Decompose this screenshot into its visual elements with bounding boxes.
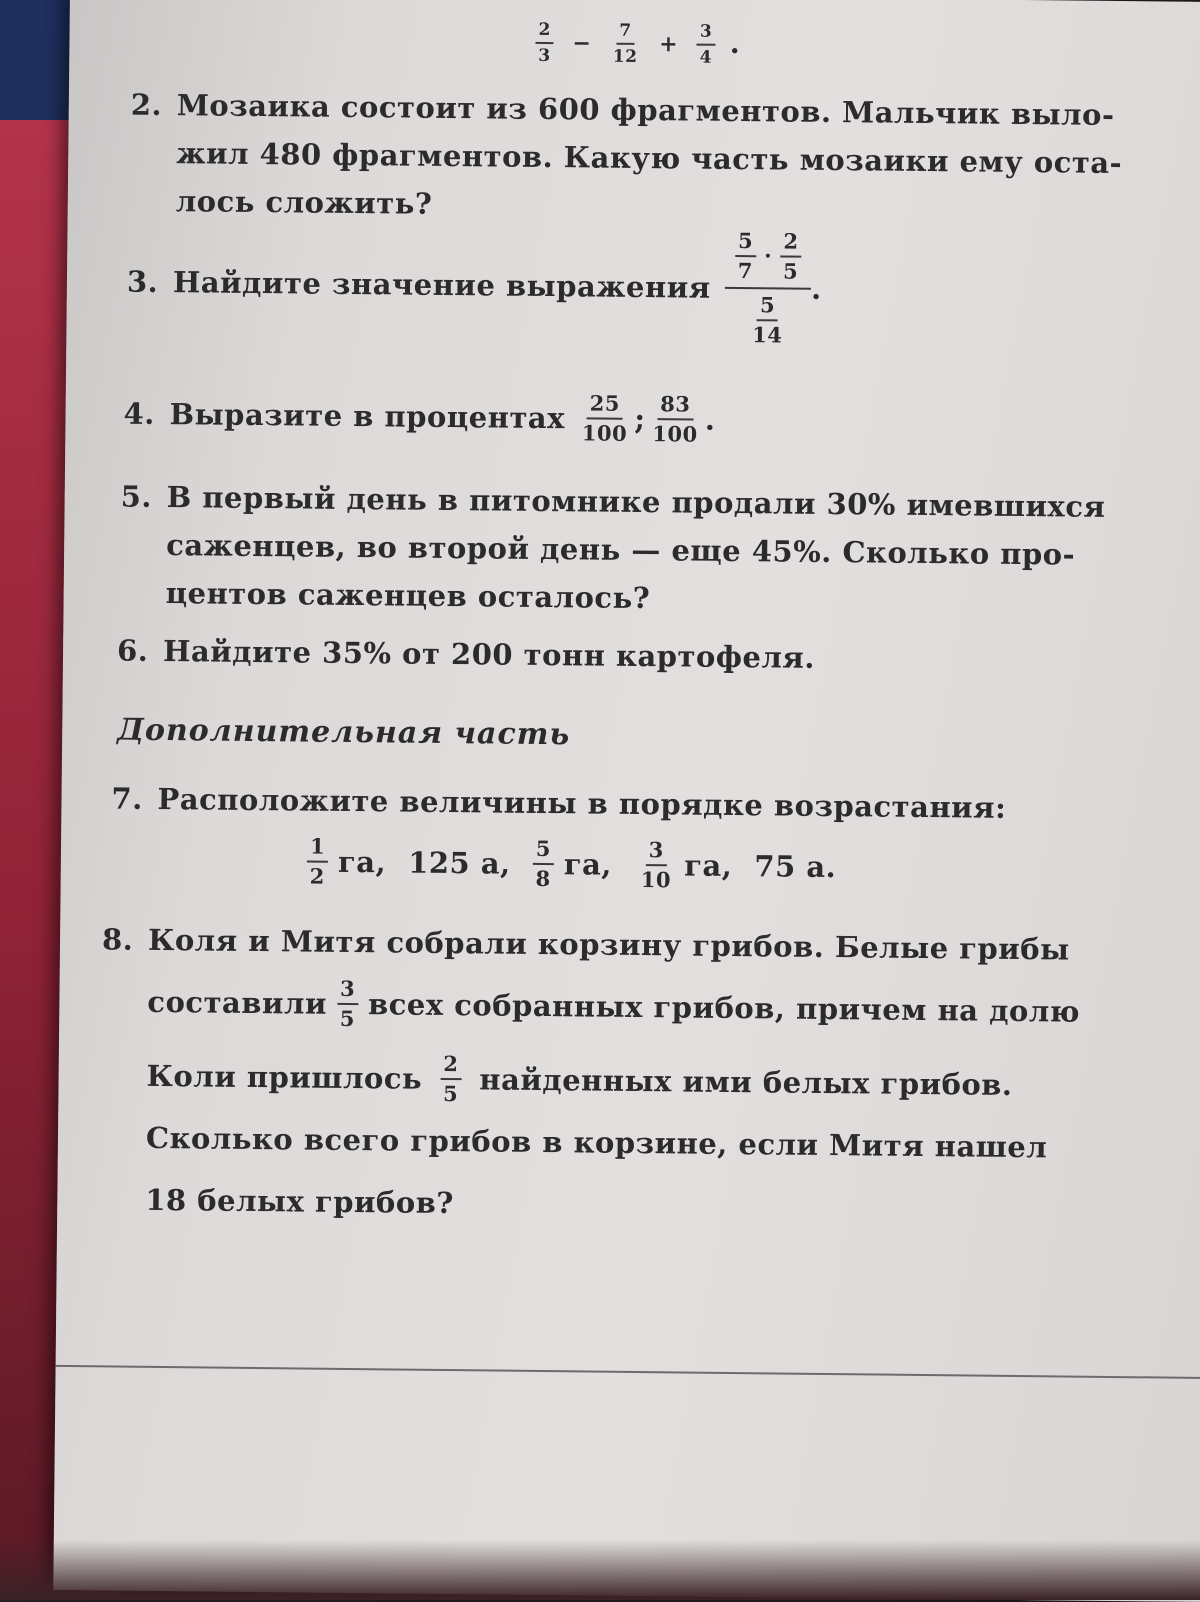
task-6: 6. Найдите 35% от 200 тонн картофеля. bbox=[117, 627, 815, 682]
task-8: 8. Коля и Митя собрали корзину грибов. Белые грибы составили $\frac{3}{5}$ всех собранных грибов, причем на долю Коли пришлось $\frac{2}{5}$ найденных ими белых грибов. Сколько всего грибов в корзине, если Митя нашел 18 белых грибов? bbox=[99, 908, 1081, 1240]
fraction: $\frac{5}{14}$ bbox=[752, 292, 783, 348]
fraction: $\frac{2}{3}$ bbox=[535, 20, 554, 66]
section-title: Дополнительная часть bbox=[117, 712, 571, 753]
quantities-list: $\frac{1}{2}$ га, 125 а, $\frac{5}{8}$ га, $\frac{3}{10}$ га, 75 а. bbox=[111, 832, 1006, 895]
complex-fraction: $\frac{5}{7}$ · $\frac{2}{5}$ $\frac{5}{14}$ bbox=[724, 229, 812, 348]
fraction: $\frac{3}{10}$ bbox=[640, 837, 672, 893]
task-number: 7. bbox=[111, 781, 143, 816]
task-number: 2. bbox=[130, 87, 163, 122]
fraction: $\frac{2}{5}$ bbox=[780, 229, 802, 283]
task-number: 8. bbox=[101, 922, 134, 957]
task-7: 7. Расположите величины в порядке возрастания: $\frac{1}{2}$ га, 125 а, $\frac{5}{8}$ га, $\frac{3}{10}$ га, 75 а. bbox=[111, 774, 1007, 895]
task-number: 6. bbox=[116, 633, 149, 668]
task-5: 5. В первый день в питомнике продали 30% имевшихся саженцев, во второй день — еще 45%. Сколько про- центов саженцев осталось? bbox=[119, 473, 1105, 627]
task-number: 4. bbox=[123, 396, 156, 431]
task-3: 3. Найдите значение выражения $\frac{5}{7}$ · $\frac{2}{5}$ $\frac{5}{14}$ . bbox=[126, 228, 822, 348]
fraction: $\frac{1}{2}$ bbox=[307, 835, 329, 889]
fraction: $\frac{3}{4}$ bbox=[697, 22, 716, 68]
fraction: $\frac{25}{100}$ bbox=[581, 390, 628, 446]
task-number: 3. bbox=[126, 264, 159, 299]
task-2: 2. Мозаика состоит из 600 фрагментов. Мальчик выло- жил 480 фрагментов. Какую часть мозаики ему оста- лось сложить? bbox=[130, 81, 1123, 235]
fraction: $\frac{83}{100}$ bbox=[652, 391, 698, 447]
page-bottom-rule bbox=[56, 1365, 1200, 1379]
fraction: $\frac{3}{5}$ bbox=[337, 977, 359, 1031]
task1-expression: $\frac{2}{3}$ − $\frac{7}{12}$ + $\frac{3}{4}$ . bbox=[531, 17, 740, 69]
fraction: $\frac{5}{8}$ bbox=[532, 837, 554, 891]
bottom-shadow bbox=[0, 1540, 1200, 1600]
task-4: 4. Выразите в процентах $\frac{25}{100}$ ; $\frac{83}{100}$ . bbox=[123, 390, 716, 447]
textbook-page bbox=[53, 0, 1200, 1602]
task-number: 5. bbox=[120, 479, 153, 514]
fraction: $\frac{5}{7}$ bbox=[735, 229, 757, 283]
fraction: $\frac{7}{12}$ bbox=[612, 20, 638, 67]
fraction: $\frac{2}{5}$ bbox=[440, 1052, 462, 1106]
